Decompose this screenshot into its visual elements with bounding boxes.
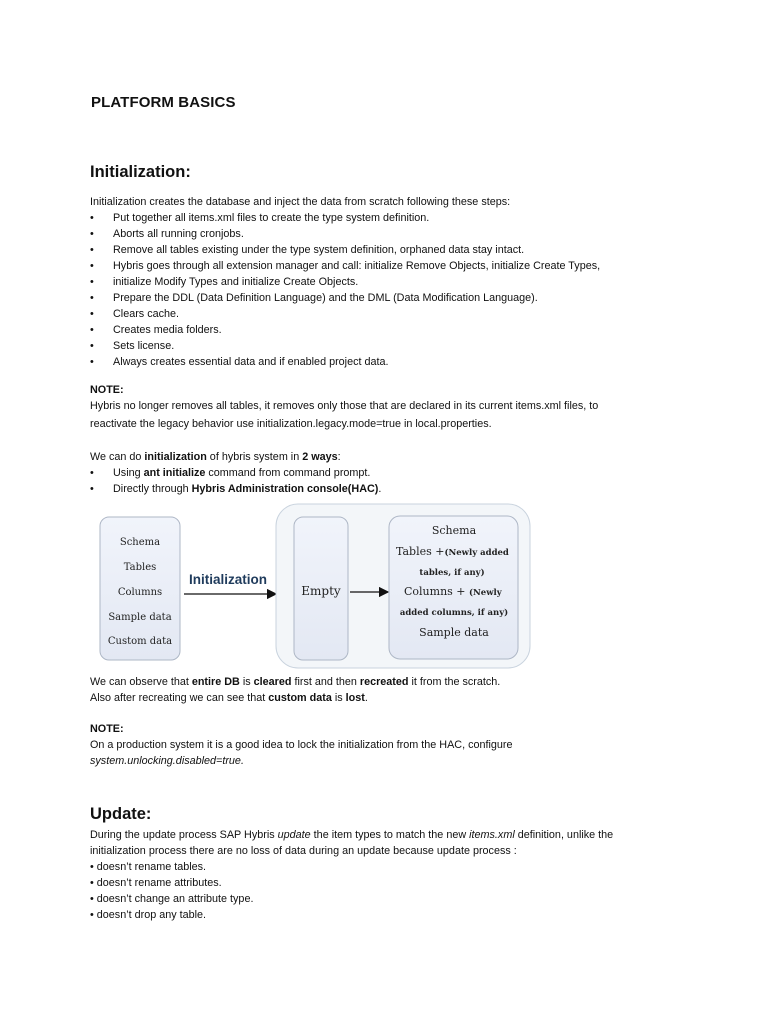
initialization-heading: Initialization: [90, 163, 191, 181]
list-item [90, 226, 670, 242]
note-block-1 [90, 382, 670, 432]
note-line: Hybris no longer removes all tables, it removes only those that are declared in its current items.xml files, to [90, 400, 599, 412]
emphasis: Hybris Administration console(HAC) [191, 483, 379, 495]
text: definition, unlike the [514, 829, 614, 841]
left-item: Custom data [107, 636, 173, 647]
list-item [90, 481, 670, 497]
list-item [90, 242, 670, 258]
right-item-note: tables, if any) [419, 568, 485, 578]
ways-list [90, 465, 670, 497]
emphasis: update [277, 829, 311, 841]
bullet: • [90, 467, 94, 479]
update-list [90, 859, 690, 923]
right-item: Schema [431, 524, 477, 537]
text: : [337, 451, 341, 463]
text: We can observe that [90, 676, 192, 688]
bullet: • [90, 244, 94, 256]
list-item: • doesn’t rename tables. [90, 861, 207, 873]
emphasis: entire DB [191, 676, 240, 688]
emphasis: items.xml [469, 829, 515, 841]
bullet: • [90, 260, 94, 272]
bullet: • [90, 292, 94, 304]
initialization-intro: Initialization creates the database and inject the data from scratch following these steps: [90, 196, 511, 208]
emphasis: custom data [268, 692, 332, 704]
list-item: • doesn’t drop any table. [90, 909, 207, 921]
list-item [90, 210, 670, 226]
step-text: Hybris goes through all extension manager and call: initialize Remove Objects, initialize Create Types, [113, 260, 601, 272]
step-text: Always creates essential data and if enabled project data. [113, 356, 389, 368]
update-line: initialization process there are no loss of data during an update because update process : [90, 845, 517, 857]
step-text: Put together all items.xml files to create the type system definition. [113, 212, 430, 224]
list-item [90, 354, 670, 370]
initialization-steps-list [90, 210, 670, 370]
left-item: Tables [123, 562, 157, 573]
text: Also after recreating we can see that [90, 692, 269, 704]
note-line: system.unlocking.disabled=true. [90, 755, 244, 767]
update-heading: Update: [90, 805, 152, 823]
text: Directly through [113, 483, 192, 495]
empty-box-label: Empty [301, 584, 341, 598]
text: is [331, 692, 346, 704]
step-text: Creates media folders. [113, 324, 222, 336]
right-item-part: Columns + [404, 585, 470, 598]
step-text: Aborts all running cronjobs. [113, 228, 244, 240]
list-item [90, 465, 670, 481]
emphasis: cleared [253, 676, 292, 688]
list-item [90, 274, 670, 290]
list-item [90, 258, 670, 274]
text: . [364, 692, 368, 704]
update-line [90, 827, 690, 843]
text: During the update process SAP Hybris [90, 829, 278, 841]
right-item-part: Tables + [396, 545, 445, 558]
initialization-arrow-label: Initialization [188, 572, 268, 587]
note-label: NOTE: [90, 723, 124, 735]
emphasis: recreated [359, 676, 409, 688]
list-item [90, 290, 670, 306]
step-text: Sets license. [113, 340, 175, 352]
left-item: Columns [117, 587, 163, 598]
text: is [239, 676, 254, 688]
left-item: Schema [119, 537, 161, 548]
text: Using [113, 467, 144, 479]
note-label: NOTE: [90, 384, 124, 396]
document-title: PLATFORM BASICS [91, 94, 236, 111]
emphasis: initialization [144, 451, 207, 463]
note-block-2 [90, 721, 670, 769]
bullet: • [90, 212, 94, 224]
bullet: • [90, 483, 94, 495]
left-item: Sample data [108, 612, 172, 623]
right-item-note: added columns, if any) [399, 608, 509, 618]
bullet: • [90, 356, 94, 368]
bullet: • [90, 340, 94, 352]
right-item: Sample data [419, 626, 489, 639]
list-item [90, 306, 670, 322]
step-text: Prepare the DDL (Data Definition Language) and the DML (Data Modification Language). [113, 292, 538, 304]
step-text: Clears cache. [113, 308, 180, 320]
update-block [90, 827, 690, 923]
ways-intro [90, 449, 670, 465]
bullet: • [90, 276, 94, 288]
text: first and then [291, 676, 360, 688]
text: of hybris system in [206, 451, 303, 463]
observation-line [90, 674, 670, 690]
list-item: • doesn’t rename attributes. [90, 877, 222, 889]
note-line: On a production system it is a good idea to lock the initialization from the HAC, configure [90, 739, 513, 751]
observation-line [90, 690, 670, 706]
bullet: • [90, 324, 94, 336]
observation-block [90, 674, 670, 706]
initialization-steps-block [90, 194, 670, 370]
right-item-note: (Newly [469, 588, 502, 598]
list-item [90, 338, 670, 354]
list-item [90, 322, 670, 338]
right-item-note: (Newly added [444, 548, 509, 558]
list-item: • doesn’t change an attribute type. [90, 893, 254, 905]
bullet: • [90, 308, 94, 320]
emphasis: 2 ways [302, 451, 338, 463]
text: . [378, 483, 382, 495]
text: We can do [90, 451, 145, 463]
text: command from command prompt. [205, 467, 371, 479]
text: the item types to match the new [310, 829, 470, 841]
emphasis: ant initialize [143, 467, 206, 479]
step-text: Remove all tables existing under the type system definition, orphaned data stay intact. [113, 244, 525, 256]
initialization-diagram [96, 503, 532, 669]
note-line: reactivate the legacy behavior use initialization.legacy.mode=true in local.properties. [90, 418, 492, 430]
bullet: • [90, 228, 94, 240]
ways-block [90, 449, 670, 497]
step-text: initialize Modify Types and initialize Create Objects. [113, 276, 359, 288]
emphasis: lost [345, 692, 365, 704]
text: it from the scratch. [408, 676, 501, 688]
